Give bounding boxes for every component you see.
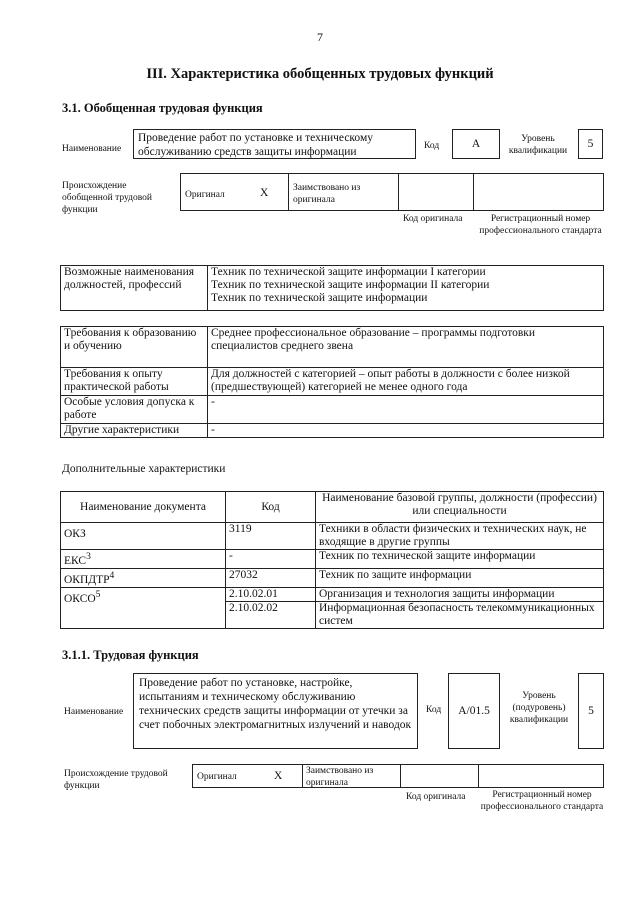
additional-doc-footnote: 5 — [95, 588, 101, 600]
additional-code: 2.10.02.02 — [226, 601, 316, 628]
gtf-heading: 3.1. Обобщенная трудовая функция — [62, 101, 263, 115]
gtf-origin-reg-caption: Регистрационный номер профессионального стандарта — [479, 214, 602, 236]
section-title: III. Характеристика обобщенных трудовых функций — [146, 66, 494, 82]
tf-origin-grid — [192, 764, 604, 788]
additional-code: 27032 — [226, 568, 316, 587]
req-conditions-label: Особые условия допуска к работе — [61, 396, 208, 424]
gtf-code-value: A — [452, 129, 500, 159]
positions-table — [60, 265, 604, 311]
gtf-level-label: Уровень квалификации — [508, 134, 568, 156]
tf-origin-mark: X — [274, 770, 283, 782]
tf-origin-reg-caption: Регистрационный номер профессионального стандарта — [480, 790, 604, 812]
table-row — [61, 550, 604, 569]
tf-name-label: Наименование — [64, 707, 124, 717]
additional-doc: ЕКС — [64, 554, 87, 567]
gtf-name-label: Наименование — [62, 144, 122, 154]
additional-code: 2.10.02.01 — [226, 587, 316, 601]
positions-list — [208, 266, 604, 311]
tf-heading: 3.1.1. Трудовая функция — [62, 648, 199, 662]
gtf-origin-code-caption: Код оригинала — [403, 214, 463, 224]
position-item: Техник по технической защите информации II категории — [211, 279, 490, 291]
req-other-label: Другие характеристики — [61, 424, 208, 438]
additional-title: Дополнительные характеристики — [62, 463, 226, 475]
gtf-name-value: Проведение работ по установке и техническому обслуживанию средств защиты информации — [133, 129, 416, 159]
req-education-label: Требования к образованию и обучению — [61, 327, 208, 368]
tf-code-label: Код — [426, 705, 442, 715]
tf-origin-code-caption: Код оригинала — [406, 792, 466, 802]
tf-code-value: A/01.5 — [448, 673, 500, 749]
page-number: 7 — [317, 30, 323, 44]
tf-level-label: Уровень (подуровень) квалификации — [509, 691, 569, 725]
positions-label: Возможные наименования должностей, профессий — [61, 266, 208, 311]
additional-header-name: Наименование базовой группы, должности (профессии) или специальности — [316, 492, 604, 523]
requirements-table — [60, 326, 604, 438]
additional-table — [60, 491, 604, 629]
position-item: Техник по технической защите информации I категории — [211, 266, 486, 278]
table-row — [61, 587, 604, 601]
table-row — [61, 523, 604, 550]
position-item: Техник по технической защите информации — [211, 292, 428, 304]
tf-origin-original: Оригинал — [197, 772, 237, 782]
table-row — [61, 568, 604, 587]
additional-code: - — [226, 550, 316, 569]
gtf-origin-label: Происхождение обобщенной трудовой функции — [62, 181, 152, 215]
additional-doc-footnote: 4 — [109, 569, 115, 581]
req-experience-value: Для должностей с категорией – опыт работы в должности с более низкой (предшествующей) категорией не менее одного года — [208, 368, 604, 396]
tf-name-value: Проведение работ по установке, настройке, испытаниям и техническому обслуживанию технических средств защиты информации от утечки за счет побочных электромагнитных излучений и наводок — [133, 673, 418, 749]
tf-origin-borrowed: Заимствовано из оригинала — [306, 766, 374, 788]
req-education-value: Среднее профессиональное образование – программы подготовки специалистов среднего звена — [208, 327, 604, 368]
gtf-origin-original: Оригинал — [185, 190, 225, 200]
additional-doc: ОКПДТР — [64, 573, 110, 586]
gtf-origin-mark: X — [260, 187, 269, 199]
additional-doc: ОКЗ — [64, 527, 86, 540]
tf-level-value: 5 — [578, 673, 604, 749]
req-experience-label: Требования к опыту практической работы — [61, 368, 208, 396]
additional-name: Техник по защите информации — [316, 568, 604, 587]
req-conditions-value: - — [208, 396, 604, 424]
additional-header-code: Код — [226, 492, 316, 523]
additional-code: 3119 — [226, 523, 316, 550]
gtf-code-label: Код — [424, 141, 440, 151]
additional-doc: ОКСО — [64, 592, 96, 605]
gtf-level-value: 5 — [578, 129, 603, 159]
additional-name: Организация и технология защиты информации — [316, 587, 604, 601]
tf-origin-label: Происхождение трудовой функции — [64, 769, 168, 791]
req-other-value: - — [208, 424, 604, 438]
additional-header-doc: Наименование документа — [61, 492, 226, 523]
additional-doc-footnote: 3 — [86, 551, 91, 562]
gtf-origin-borrowed: Заимствовано из оригинала — [293, 183, 361, 205]
additional-name: Техник по технической защите информации — [316, 550, 604, 569]
additional-name: Техники в области физических и технических наук, не входящие в другие группы — [316, 523, 604, 550]
additional-name: Информационная безопасность телекоммуникационных систем — [316, 601, 604, 628]
